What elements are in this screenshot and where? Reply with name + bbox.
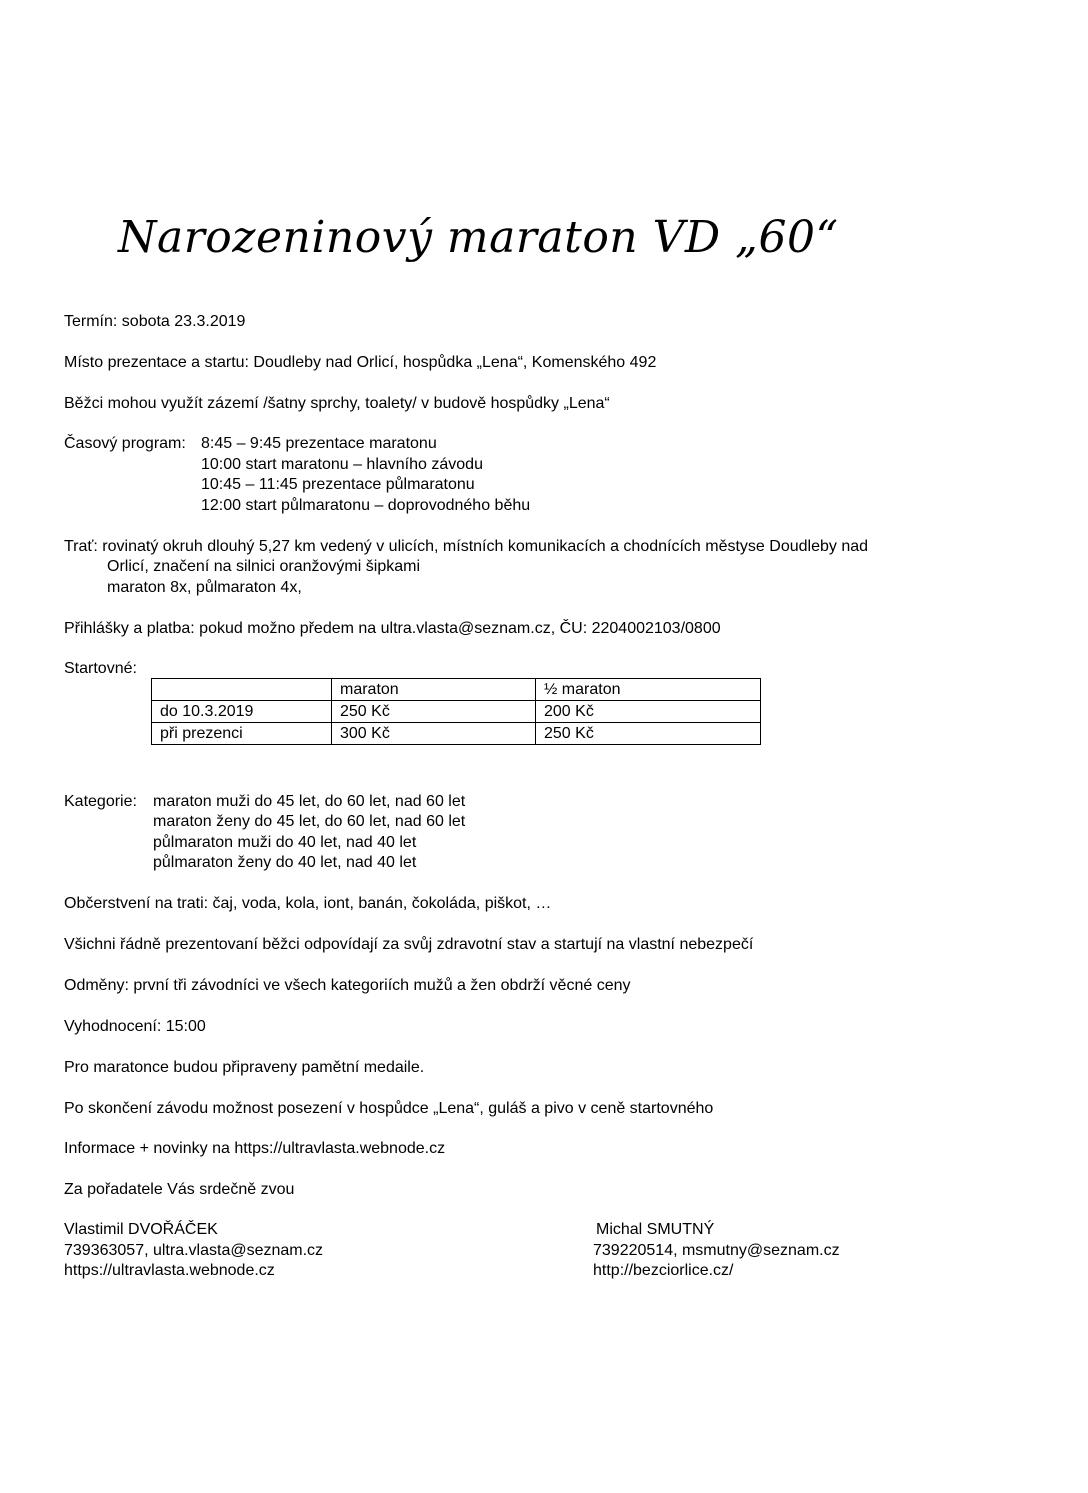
organizer-contact: 739363057, ultra.vlasta@seznam.cz — [64, 1242, 324, 1259]
table-cell: 300 Kč — [332, 723, 536, 745]
table-row — [152, 701, 761, 723]
organizer-name: Vlastimil DVOŘÁČEK — [64, 1221, 218, 1238]
invitation: Za pořadatele Vás srdečně zvou — [64, 1181, 295, 1198]
event-date: Termín: sobota 23.3.2019 — [64, 313, 246, 330]
facilities-note: Běžci mohou využít zázemí /šatny sprchy, toalety/ v budově hospůdky „Lena“ — [64, 395, 610, 412]
schedule-label: Časový program: — [64, 435, 186, 452]
fees-label: Startovné: — [64, 660, 137, 677]
table-cell: 250 Kč — [332, 701, 536, 723]
table-cell: do 10.3.2019 — [152, 701, 332, 723]
prizes: Odměny: první tři závodníci ve všech kategoriích mužů a žen obdrží věcné ceny — [64, 977, 631, 994]
schedule-item: 12:00 start půlmaratonu – doprovodného běhu — [201, 497, 531, 514]
organizer-contact: 739220514, msmutny@seznam.cz — [593, 1242, 840, 1259]
category-item: půlmaraton muži do 40 let, nad 40 let — [153, 834, 417, 851]
refreshments: Občerstvení na trati: čaj, voda, kola, iont, banán, čokoláda, piškot, … — [64, 895, 552, 912]
table-cell: při prezenci — [152, 723, 332, 745]
organizer-web: https://ultravlasta.webnode.cz — [64, 1262, 275, 1279]
schedule-item: 8:45 – 9:45 prezentace maratonu — [201, 435, 437, 452]
organizer-name: Michal SMUTNÝ — [596, 1221, 715, 1238]
category-item: půlmaraton ženy do 40 let, nad 40 let — [153, 854, 417, 871]
schedule-item: 10:00 start maratonu – hlavního závodu — [201, 456, 483, 473]
category-item: maraton muži do 45 let, do 60 let, nad 60 let — [153, 793, 466, 810]
course-line: maraton 8x, půlmaraton 4x, — [107, 579, 302, 596]
after-race-note: Po skončení závodu možnost posezení v hospůdce „Lena“, guláš a pivo v ceně startovného — [64, 1100, 714, 1117]
table-header-cell — [152, 679, 332, 701]
course-line: Trať: rovinatý okruh dlouhý 5,27 km vedený v ulicích, místních komunikacích a chodnících městyse Doudleby nad — [64, 538, 869, 555]
registration-place: Místo prezentace a startu: Doudleby nad Orlicí, hospůdka „Lena“, Komenského 492 — [64, 354, 657, 371]
table-header-row — [152, 679, 761, 701]
page-title: Narozeninový maraton VD „60“ — [118, 212, 839, 263]
schedule-item: 10:45 – 11:45 prezentace půlmaratonu — [201, 476, 475, 493]
table-header-cell: maraton — [332, 679, 536, 701]
table-header-cell: ½ maraton — [536, 679, 761, 701]
table-cell: 200 Kč — [536, 701, 761, 723]
table-row — [152, 723, 761, 745]
medals-note: Pro maratonce budou připraveny pamětní medaile. — [64, 1059, 425, 1076]
info-link: Informace + novinky na https://ultravlasta.webnode.cz — [64, 1140, 446, 1157]
category-item: maraton ženy do 45 let, do 60 let, nad 60 let — [153, 813, 466, 830]
results-time: Vyhodnocení: 15:00 — [64, 1018, 206, 1035]
fees-table — [151, 678, 761, 745]
table-cell: 250 Kč — [536, 723, 761, 745]
registration-payment: Přihlášky a platba: pokud možno předem na ultra.vlasta@seznam.cz, ČU: 2204002103/0800 — [64, 620, 721, 637]
course-line: Orlicí, značení na silnici oranžovými šipkami — [107, 558, 420, 575]
organizer-web: http://bezciorlice.cz/ — [593, 1262, 734, 1279]
categories-label: Kategorie: — [64, 793, 137, 810]
liability-note: Všichni řádně prezentovaní běžci odpovídají za svůj zdravotní stav a startují na vlastní nebezpečí — [64, 936, 754, 953]
